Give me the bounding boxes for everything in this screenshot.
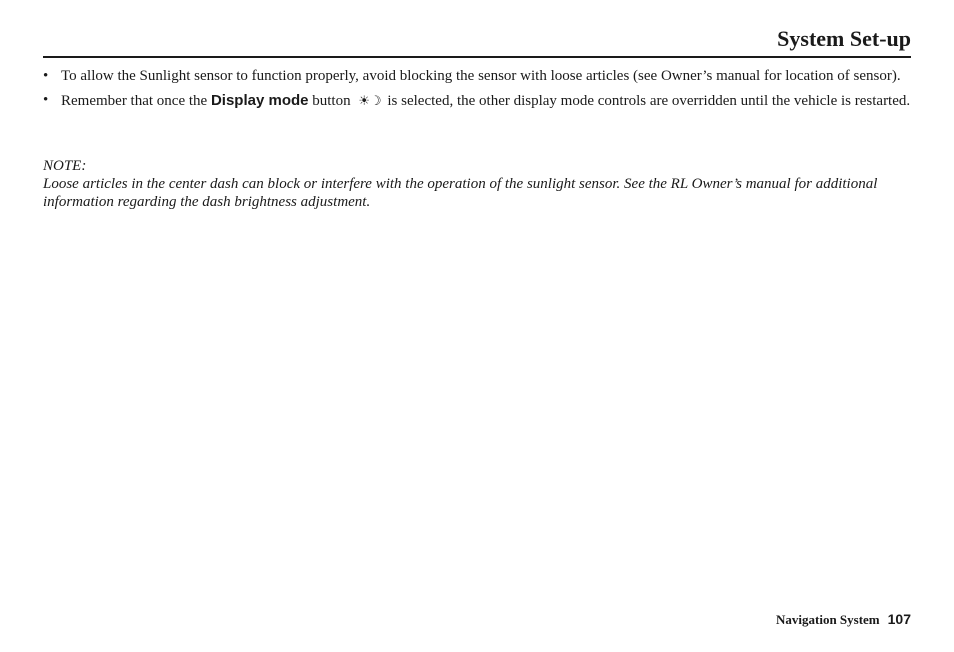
header-divider bbox=[43, 56, 911, 58]
page-footer bbox=[776, 611, 911, 629]
bullet-marker: • bbox=[43, 68, 49, 84]
bullet-text-middle: button bbox=[308, 93, 355, 109]
list-item bbox=[43, 92, 911, 110]
bullet-text: To allow the Sunlight sensor to function properly, avoid blocking the sensor with loose articles (see Owner’s manual for location of sensor). bbox=[61, 68, 901, 84]
sun-moon-icon: ☀☽ bbox=[358, 94, 382, 109]
page-title: System Set-up bbox=[777, 26, 911, 51]
display-mode-label: Display mode bbox=[210, 92, 309, 109]
note-heading: NOTE: bbox=[43, 158, 87, 174]
bullet-text-after: is selected, the other display mode controls are overridden until the vehicle is restarted. bbox=[383, 93, 911, 109]
list-item bbox=[43, 68, 911, 85]
note-body: Loose articles in the center dash can block or interfere with the operation of the sunlight sensor. See the RL Owner’s manual for additional information regarding the dash brightness adjustment. bbox=[43, 176, 878, 210]
page-number: 107 bbox=[887, 611, 911, 627]
bullet-list bbox=[43, 68, 911, 117]
bullet-text-before: Remember that once the bbox=[61, 93, 211, 109]
footer-label: Navigation System bbox=[776, 612, 880, 627]
note-block bbox=[43, 157, 911, 211]
bullet-marker: • bbox=[43, 92, 49, 108]
